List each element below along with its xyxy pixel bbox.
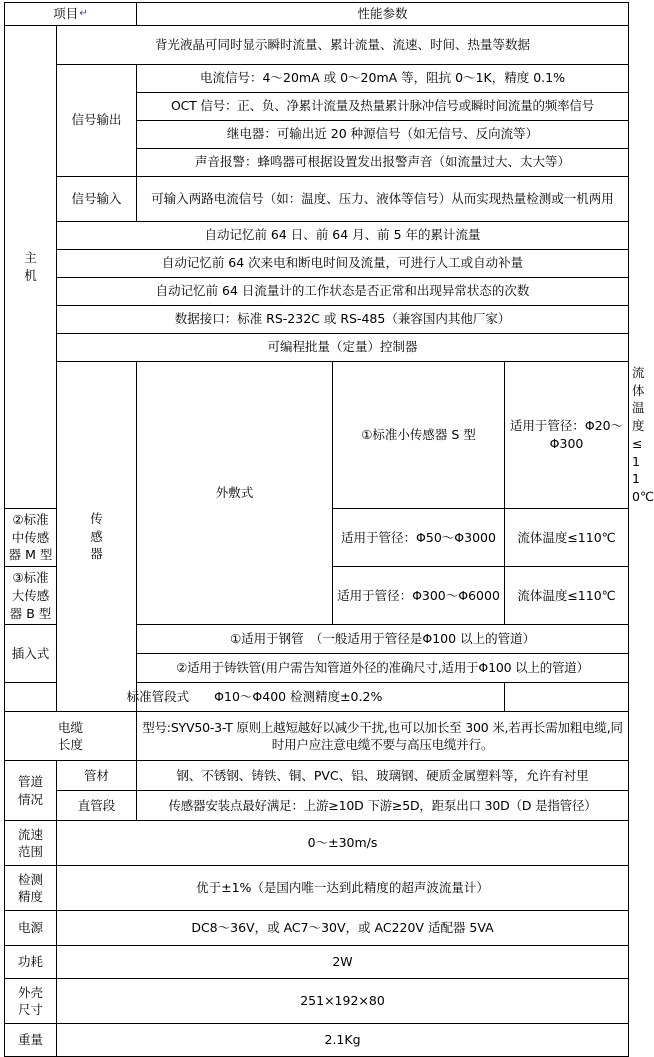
- specification-table: [4, 2, 654, 1057]
- accuracy-row: [5, 866, 629, 911]
- weight-row: [5, 1024, 629, 1057]
- power-consumption-value: 2W: [57, 946, 629, 979]
- sensor-insert-text-0: ①适用于钢管 （一般适用于管径是Φ100 以上的管道）: [137, 625, 629, 654]
- section-label-sensor: 传 感 器: [57, 361, 137, 712]
- header-item-cell: [5, 3, 137, 26]
- sensor-external-temperature-2: 流体温度≤110℃: [505, 567, 629, 625]
- host-full-row-1: 自动记忆前 64 次来电和断电时间及流量，可进行人工或自动补量: [57, 249, 629, 277]
- host-full-row-0: 自动记忆前 64 日、前 64 月、前 5 年的累计流量: [57, 221, 629, 249]
- pipeline-row-2: [5, 791, 629, 821]
- sensor-external-name-0: ①标准小传感器 S 型: [333, 361, 505, 508]
- host-full-row-2: 自动记忆前 64 日流量计的工作状态是否正常和出现异常状态的次数: [57, 277, 629, 305]
- signal-output-current: 电流信号：4～20mA 或 0～20mA 等，阻抗 0～1K，精度 0.1%: [137, 64, 629, 92]
- paragraph-mark-icon: ↵: [79, 8, 88, 20]
- signal-output-oct: OCT 信号：正、负、净累计流量及热量累计脉冲信号或瞬时间流量的频率信号: [137, 92, 629, 120]
- weight-label: 重量: [5, 1024, 57, 1057]
- cable-length-row: [5, 712, 629, 761]
- sensor-external-row-1: 传 感 器 外敷式 ①标准小传感器 S 型 适用于管径：Φ20～Φ300 流体温度≤110℃: [5, 361, 629, 508]
- host-controller-row: [5, 333, 629, 361]
- host-memory-row-2: [5, 249, 629, 277]
- signal-output-label: 信号输出: [57, 64, 137, 176]
- sensor-insert-label: 插入式: [5, 625, 57, 683]
- velocity-range-value: 0～±30m/s: [57, 821, 629, 866]
- host-interface-row: [5, 305, 629, 333]
- sensor-external-diameter-0: 适用于管径：Φ20～Φ300: [505, 361, 629, 508]
- signal-output-row-1: [5, 64, 629, 92]
- sensor-external-label: 外敷式: [137, 361, 333, 625]
- enclosure-size-value: 251×192×80: [57, 979, 629, 1024]
- header-spec-label: 性能参数: [137, 3, 629, 26]
- pipeline-straight-value: 传感器安装点最好满足：上游≥10D 下游≥5D，距泵出口 30D（D 是指管径）: [137, 791, 629, 821]
- host-display-text: 背光液晶可同时显示瞬时流量、累计流量、流速、时间、热量等数据: [57, 25, 629, 64]
- sensor-external-diameter-2: 适用于管径：Φ300～Φ6000: [333, 567, 505, 625]
- accuracy-value: 优于±1%（是国内唯一达到此精度的超声波流量计）: [57, 866, 629, 911]
- power-consumption-row: [5, 946, 629, 979]
- power-supply-value: DC8～36V，或 AC7～30V，或 AC220V 适配器 5VA: [57, 911, 629, 946]
- sensor-standard-pipe-text: 标准管段式 Φ10～Φ400 检测精度±0.2%: [5, 683, 505, 712]
- cable-length-label: 电缆 长度: [5, 712, 137, 761]
- sensor-insert-text-1: ②适用于铸铁管(用户需告知管道外径的准确尺寸,适用于Φ100 以上的管道）: [137, 654, 629, 683]
- section-label-pipeline: 管道 情况: [5, 761, 57, 821]
- signal-input-row: [5, 176, 629, 221]
- host-full-row-4: 可编程批量（定量）控制器: [57, 333, 629, 361]
- host-memory-row-1: [5, 221, 629, 249]
- host-full-row-3: 数据接口：标准 RS-232C 或 RS-485（兼容国内其他厂家）: [57, 305, 629, 333]
- signal-output-relay: 继电器：可输出近 20 种源信号（如无信号、反向流等）: [137, 120, 629, 148]
- accuracy-label: 检测 精度: [5, 866, 57, 911]
- power-consumption-label: 功耗: [5, 946, 57, 979]
- velocity-range-label: 流速 范围: [5, 821, 57, 866]
- sensor-external-name-1: ②标准中传感器 M 型: [5, 508, 57, 566]
- signal-output-alarm: 声音报警：蜂鸣器可根据设置发出报警声音（如流量过大、太大等）: [137, 148, 629, 176]
- header-item-label: 项目: [53, 6, 79, 21]
- weight-value: 2.1Kg: [57, 1024, 629, 1057]
- section-label-host: 主 机: [5, 25, 57, 508]
- enclosure-size-row: [5, 979, 629, 1024]
- enclosure-size-label: 外壳 尺寸: [5, 979, 57, 1024]
- velocity-range-row: [5, 821, 629, 866]
- pipeline-row-1: [5, 761, 629, 791]
- power-supply-label: 电源: [5, 911, 57, 946]
- host-memory-row-3: [5, 277, 629, 305]
- power-supply-row: [5, 911, 629, 946]
- signal-input-text: 可输入两路电流信号（如：温度、压力、液体等信号）从而实现热量检测或一机两用: [137, 176, 629, 221]
- signal-input-label: 信号输入: [57, 176, 137, 221]
- host-display-row: [5, 25, 629, 64]
- sensor-external-temperature-1: 流体温度≤110℃: [505, 508, 629, 566]
- sensor-external-name-2: ③标准大传感器 B 型: [5, 567, 57, 625]
- pipeline-material-label: 管材: [57, 761, 137, 791]
- sensor-standard-pipe-row: [5, 683, 629, 712]
- pipeline-straight-label: 直管段: [57, 791, 137, 821]
- sensor-external-diameter-1: 适用于管径：Φ50～Φ3000: [333, 508, 505, 566]
- cable-length-text: 型号:SYV50-3-T 原则上越短越好以减少干扰,也可以加长至 300 米,若再长需加粗电缆,同时用户应注意电缆不要与高压电缆并行。: [137, 712, 629, 761]
- pipeline-material-value: 钢、不锈钢、铸铁、铜、PVC、铝、玻璃钢、硬质金属塑料等，允许有衬里: [137, 761, 629, 791]
- table-header-row: [5, 3, 629, 26]
